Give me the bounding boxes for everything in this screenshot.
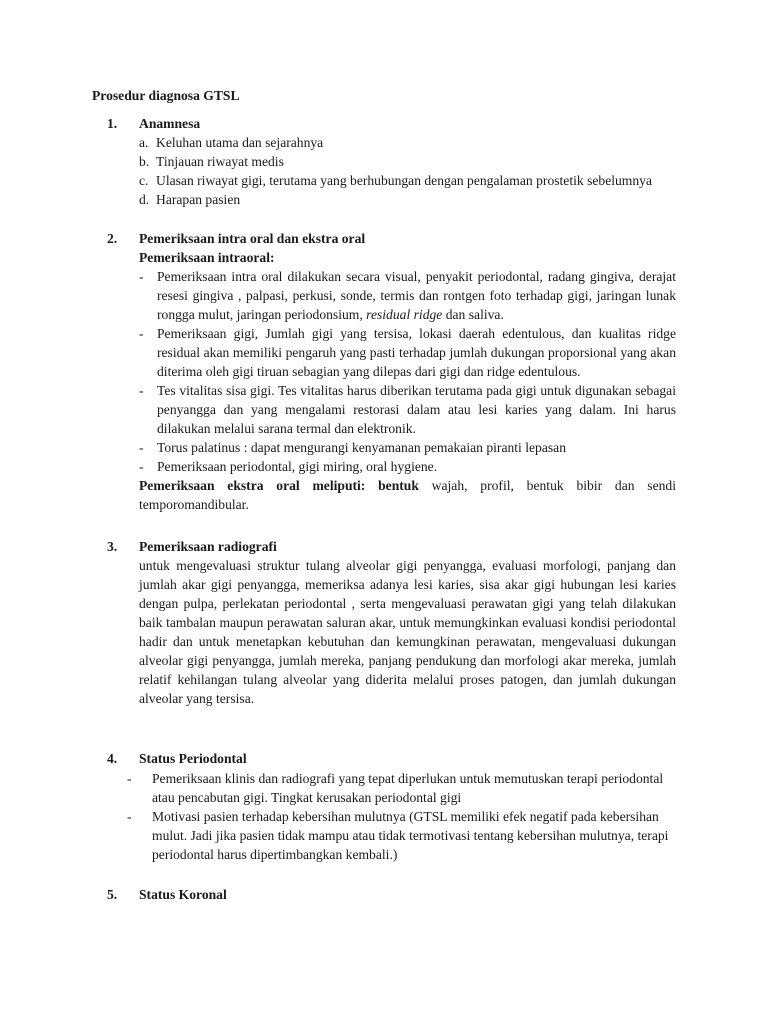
section-status-koronal xyxy=(92,885,676,904)
section-title: Pemeriksaan radiografi xyxy=(139,539,277,554)
section-body xyxy=(92,769,676,864)
section-anamnesa xyxy=(92,114,676,209)
section-heading xyxy=(92,749,676,768)
list-item: - Motivasi pasien terhadap kebersihan mulutnya (GTSL memiliki efek negatif pada kebersihan mulut. Jadi jika pasien tidak mampu atau tidak termotivasi tentang kebersihan mulutnya, terapi periodontal harus dipertimbangkan kembali.) xyxy=(127,809,669,862)
section-body xyxy=(92,556,676,708)
list-item: c. Ulasan riwayat gigi, terutama yang berhubungan dengan pengalaman prostetik sebelumnya xyxy=(139,173,653,188)
section-title: Status Periodontal xyxy=(139,751,247,766)
paragraph: untuk mengevaluasi struktur tulang alveolar gigi penyangga, evaluasi morfologi, panjang dan jumlah akar gigi penyangga, memeriksa adanya lesi karies, sisa akar gigi hubungan lesi karies dengan pulpa, perlekatan periodontal , serta mengevaluasi perawatan gigi yang telah dilakukan baik tambalan maupun perawatan saluran akar, untuk memungkinkan evaluasi kondisi periodontal hadir dan untuk menetapkan kebutuhan dan kemungkinan perawatan, mengevaluasi dukungan alveolar gigi penyangga, jumlah mereka, panjang pendukung dan morfologi akar mereka, jumlah relatif kehilangan tulang alveolar yang diderita melalui proses patogen, dan jumlah dukungan alveolar yang tersisa. xyxy=(139,558,676,706)
section-heading xyxy=(92,229,676,248)
section-title: Status Koronal xyxy=(139,887,227,902)
list-item: - Pemeriksaan klinis dan radiografi yang tepat diperlukan untuk memutuskan terapi periodontal atau pencabutan gigi. Tingkat kerusakan periodontal gigi xyxy=(127,771,664,805)
section-number: 1. xyxy=(107,116,118,131)
section-radiografi xyxy=(92,537,676,708)
list-item: a. Keluhan utama dan sejarahnya xyxy=(139,135,324,150)
section-heading xyxy=(92,537,676,556)
list-item: d. Harapan pasien xyxy=(139,192,241,207)
list-item: - Torus palatinus : dapat mengurangi kenyamanan pemakaian piranti lepasan xyxy=(139,440,566,455)
ekstraoral-paragraph: Pemeriksaan ekstra oral meliputi: bentuk wajah, profil, bentuk bibir dan sendi temporomandibular. xyxy=(139,478,676,512)
section-number: 2. xyxy=(107,231,118,246)
list-item: - Tes vitalitas sisa gigi. Tes vitalitas harus diberikan terutama pada gigi untuk digunakan sebagai penyangga dan yang mengalami restorasi dalam atau lesi karies yang dalam. Ini harus dilakukan melalui sarana termal dan elektronik. xyxy=(139,383,676,436)
section-number: 3. xyxy=(107,539,118,554)
section-pemeriksaan-oral xyxy=(92,229,676,514)
list-item: - Pemeriksaan intra oral dilakukan secara visual, penyakit periodontal, radang gingiva, derajat resesi gingiva , palpasi, perkusi, sonde, termis dan rontgen foto terhadap gigi, jaringan lunak rongga mulut, jaringan periodonsium, residual ridge dan saliva. xyxy=(139,269,676,322)
section-status-periodontal xyxy=(92,749,676,864)
section-heading xyxy=(92,885,676,904)
section-number: 5. xyxy=(107,887,118,902)
list-item: b. Tinjauan riwayat medis xyxy=(139,154,284,169)
section-title: Pemeriksaan intra oral dan ekstra oral xyxy=(139,231,366,246)
section-title: Anamnesa xyxy=(139,116,201,131)
subheading-intraoral: Pemeriksaan intraoral: xyxy=(139,250,275,265)
section-heading xyxy=(92,114,676,133)
section-body xyxy=(92,133,676,209)
section-body xyxy=(92,248,676,514)
document-title: Prosedur diagnosa GTSL xyxy=(92,88,240,103)
list-item: - Pemeriksaan gigi, Jumlah gigi yang tersisa, lokasi daerah edentulous, dan kualitas ridge residual akan memiliki pengaruh yang pasti terhadap jumlah dukungan proporsional yang akan diterima oleh gigi tiruan sebagian yang dilepas dari gigi dan ridge edentulous. xyxy=(139,326,676,379)
section-number: 4. xyxy=(107,751,118,766)
list-item: - Pemeriksaan periodontal, gigi miring, oral hygiene. xyxy=(139,459,438,474)
